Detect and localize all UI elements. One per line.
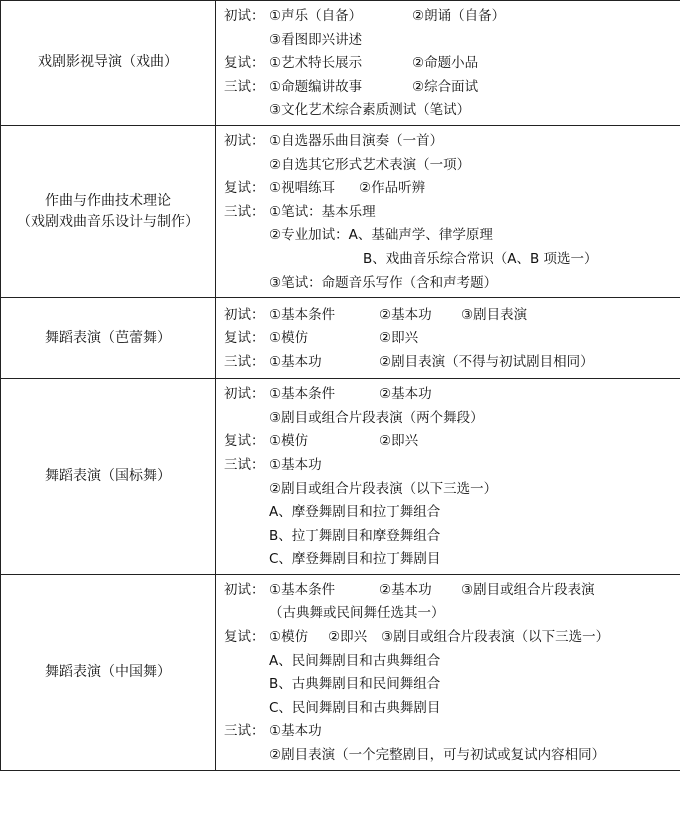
exam-line [224, 154, 680, 178]
exam-line [224, 224, 680, 248]
stage-label: 初试： [224, 383, 265, 407]
exam-detail-cell [216, 125, 680, 297]
exam-line [224, 248, 680, 272]
stage-label: 三试： [224, 720, 265, 744]
exam-line [224, 454, 680, 478]
exam-item: ①基本功 [269, 720, 322, 744]
exam-line [224, 720, 680, 744]
exam-line [224, 525, 680, 549]
exam-line [224, 327, 680, 351]
exam-line [224, 579, 680, 603]
exam-item: ②朗诵（自备） [412, 5, 505, 29]
exam-item: ①模仿 [269, 626, 308, 650]
stage-label: 初试： [224, 579, 265, 603]
exam-line [224, 673, 680, 697]
exam-item: ②专业加试：A、基础声学、律学原理 [269, 224, 493, 248]
exam-line [224, 697, 680, 721]
major-cell [1, 379, 216, 575]
stage-label: 三试： [224, 201, 265, 225]
exam-item: ②即兴 [379, 430, 418, 454]
stage-label: 初试： [224, 130, 265, 154]
exam-item: ②命题小品 [412, 52, 478, 76]
exam-item: ②自选其它形式艺术表演（一项） [269, 154, 470, 178]
major-name: 舞蹈表演（芭蕾舞） [1, 328, 215, 349]
exam-item: ①声乐（自备） [269, 5, 362, 29]
major-name: 舞蹈表演（国标舞） [1, 466, 215, 487]
exam-line [224, 383, 680, 407]
table-row [1, 379, 680, 575]
stage-label: 复试： [224, 52, 265, 76]
stage-label: 三试： [224, 351, 265, 375]
exam-item: ③剧目或组合片段表演（两个舞段） [269, 407, 484, 431]
exam-item: ①基本功 [269, 454, 322, 478]
exam-detail-cell [216, 379, 680, 575]
exam-line [224, 272, 680, 296]
exam-item: ③笔试：命题音乐写作（含和声考题） [269, 272, 497, 296]
exam-line [224, 351, 680, 375]
major-cell [1, 125, 216, 297]
exam-line [224, 602, 680, 626]
major-cell [1, 298, 216, 379]
table-row [1, 574, 680, 770]
exam-item: ①视唱练耳 [269, 177, 335, 201]
exam-line [224, 430, 680, 454]
exam-line [224, 130, 680, 154]
exam-item: ②作品听辨 [359, 177, 425, 201]
exam-item: ①模仿 [269, 327, 308, 351]
major-subname: （戏剧戏曲音乐设计与制作） [1, 212, 215, 233]
stage-label: 复试： [224, 177, 265, 201]
stage-label: 初试： [224, 304, 265, 328]
exam-item: （古典舞或民间舞任选其一） [269, 602, 445, 626]
exam-detail-cell [216, 298, 680, 379]
major-cell [1, 574, 216, 770]
exam-item: ②综合面试 [412, 76, 478, 100]
exam-line [224, 52, 680, 76]
exam-item: C、摩登舞剧目和拉丁舞剧目 [269, 548, 440, 572]
major-name: 舞蹈表演（中国舞） [1, 662, 215, 683]
exam-item: ③剧目或组合片段表演（以下三选一） [381, 626, 609, 650]
major-name: 戏剧影视导演（戏曲） [1, 52, 215, 73]
exam-item: B、拉丁舞剧目和摩登舞组合 [269, 525, 440, 549]
exam-line [224, 29, 680, 53]
exam-line [224, 501, 680, 525]
exam-item: ①基本功 [269, 351, 322, 375]
exam-line [224, 99, 680, 123]
table-row [1, 298, 680, 379]
exam-line [224, 76, 680, 100]
exam-item: ①基本条件 [269, 383, 335, 407]
exam-item: ③剧目或组合片段表演 [461, 579, 595, 603]
exam-detail-cell [216, 1, 680, 126]
stage-label: 复试： [224, 626, 265, 650]
exam-item: ②即兴 [379, 327, 418, 351]
exam-line [224, 626, 680, 650]
exam-item: ③文化艺术综合素质测试（笔试） [269, 99, 470, 123]
table-row [1, 125, 680, 297]
exam-item: ③看图即兴讲述 [269, 29, 362, 53]
exam-item: ②基本功 [379, 304, 432, 328]
major-name: 作曲与作曲技术理论 [1, 191, 215, 212]
exam-line [224, 744, 680, 768]
exam-item: ②剧目或组合片段表演（以下三选一） [269, 478, 497, 502]
exam-item: B、戏曲音乐综合常识（A、B 项选一） [363, 248, 598, 272]
exam-line [224, 548, 680, 572]
exam-item: ①模仿 [269, 430, 308, 454]
exam-item: ②基本功 [379, 579, 432, 603]
exam-line [224, 478, 680, 502]
exam-item: ①自选器乐曲目演奏（一首） [269, 130, 443, 154]
exam-item: ②剧目表演（不得与初试剧目相同） [379, 351, 594, 375]
exam-detail-cell [216, 574, 680, 770]
exam-item: ③剧目表演 [461, 304, 527, 328]
major-cell [1, 1, 216, 126]
stage-label: 三试： [224, 76, 265, 100]
exam-item: ①艺术特长展示 [269, 52, 362, 76]
exam-item: ①笔试：基本乐理 [269, 201, 376, 225]
exam-item: ①基本条件 [269, 304, 335, 328]
stage-label: 三试： [224, 454, 265, 478]
exam-item: ②即兴 [328, 626, 367, 650]
stage-label: 复试： [224, 327, 265, 351]
stage-label: 初试： [224, 5, 265, 29]
exam-line [224, 5, 680, 29]
exam-item: ②基本功 [379, 383, 432, 407]
exam-item: A、民间舞剧目和古典舞组合 [269, 650, 440, 674]
exam-item: C、民间舞剧目和古典舞剧目 [269, 697, 440, 721]
exam-line [224, 650, 680, 674]
exam-item: ②剧目表演（一个完整剧目，可与初试或复试内容相同） [269, 744, 605, 768]
exam-item: ①基本条件 [269, 579, 335, 603]
exam-line [224, 201, 680, 225]
exam-item: A、摩登舞剧目和拉丁舞组合 [269, 501, 440, 525]
stage-label: 复试： [224, 430, 265, 454]
table-row [1, 1, 680, 126]
exam-item: B、古典舞剧目和民间舞组合 [269, 673, 440, 697]
exam-line [224, 407, 680, 431]
exam-line [224, 177, 680, 201]
exam-item: ①命题编讲故事 [269, 76, 362, 100]
exam-line [224, 304, 680, 328]
